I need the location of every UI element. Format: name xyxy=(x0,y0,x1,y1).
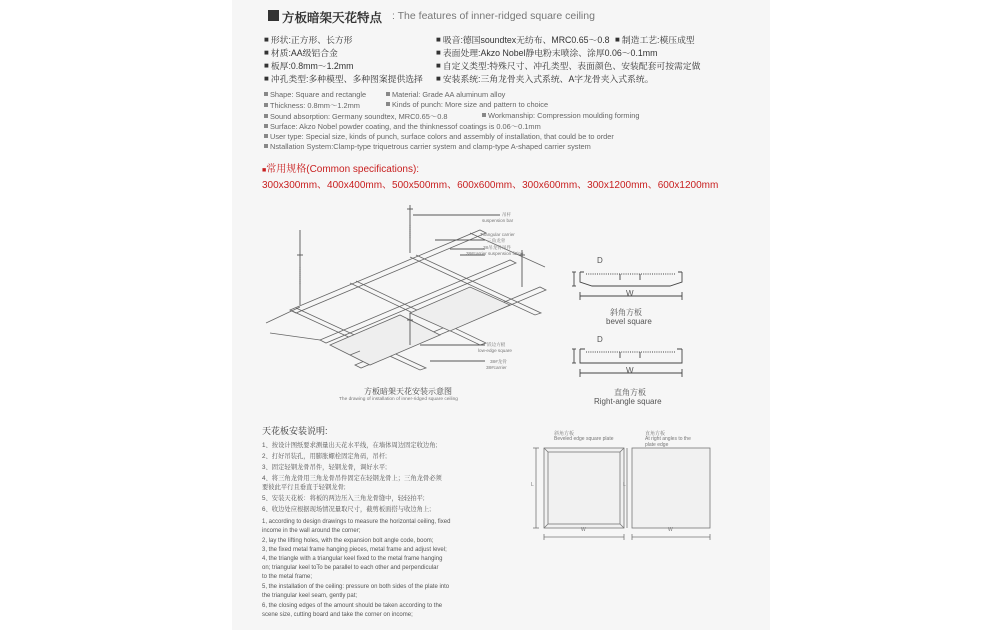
install-en-step: the triangular keel seam, gently pat; xyxy=(262,593,358,599)
feature-en-sound: Sound absorption: Germany soundtex, MRC0.65～0.8 xyxy=(264,111,447,122)
plate-right-caption-en: At right angles to the xyxy=(645,436,691,442)
label-fit-en: 38#carrier suspension fitting xyxy=(466,251,524,256)
install-en-step: income in the wall around the corner; xyxy=(262,528,361,534)
feature-cn-custom: ■ 自定义类型:特殊尺寸、冲孔类型、表面颜色、安装配套可按需定做 xyxy=(436,59,700,72)
right-caption-cn: 直角方板 xyxy=(614,388,646,397)
install-en-step: 3, the fixed metal frame hanging pieces, metal frame and adjust level; xyxy=(262,547,447,553)
install-en-step: on; triangular keel toTo be parallel to each other and perpendicular xyxy=(262,565,439,571)
label-edge-cn: 嵌边方板 xyxy=(487,342,506,347)
feature-cn-shape: ■ 形状:正方形、长方形 xyxy=(264,33,352,46)
feature-en-material: Material: Grade AA aluminum alloy xyxy=(386,90,505,99)
label-fit-cn: 38吊龙骨吊件 xyxy=(483,245,512,250)
install-cn-step: 要彼此平行且垂直于轻钢龙骨; xyxy=(262,484,346,491)
feature-cn-surface: ■ 表面处理:Akzo Nobel静电粉末喷涂、涂厚0.06～0.1mm xyxy=(436,46,657,59)
feature-en-surface: Surface: Akzo Nobel powder coating, and the thinknessof coatings is 0.06～0.1mm xyxy=(264,121,541,132)
label-edge-en: low-edge square xyxy=(478,348,512,353)
plate-left-caption-en: Beveled edge square plate xyxy=(554,436,614,442)
heading-title-en: : The features of inner-ridged square ceiling xyxy=(392,10,595,22)
label-rod-cn: 吊杆 xyxy=(502,212,512,217)
bevel-d-label: D xyxy=(597,256,603,265)
label-c38-en: 38#carrier xyxy=(486,365,507,370)
bevel-caption-en: bevel square xyxy=(606,317,652,326)
install-en-step: 2, lay the lifting holes, with the expansion bolt angle code, boom; xyxy=(262,538,434,544)
install-en-step: 5, the installation of the ceiling: pressure on both sides of the plate into xyxy=(262,584,450,590)
label-rod-en: suspension bar xyxy=(482,218,514,223)
feature-cn-sound: ■ 吸音:德国soundtex无纺布、MRC0.65～0.8 xyxy=(436,33,610,46)
specs-sizes: 300x300mm、400x400mm、500x500mm、600x600mm、300x600mm、300x1200mm、600x1200mm xyxy=(262,180,719,191)
heading-title-cn: 方板暗架天花特点 xyxy=(282,11,383,25)
install-en-step: 4, the triangle with a triangular keel fixed to the metal frame hanging xyxy=(262,556,443,562)
install-en-step: 1, according to design drawings to measure the horizontal ceiling, fixed xyxy=(262,519,451,525)
feature-en-workmanship: Workmanship: Compression moulding forming xyxy=(482,111,639,120)
install-en-step: to the metal frame; xyxy=(262,574,313,580)
feature-cn-thickness: ■ 板厚:0.8mm～1.2mm xyxy=(264,59,353,72)
plate-left-caption-cn: 斜角方板 xyxy=(554,431,575,437)
feature-cn-install: ■ 安装系统:三角龙骨夹入式系统、A字龙骨夹入式系统。 xyxy=(436,72,654,85)
install-cn-step: 3、固定轻钢龙骨吊件，轻钢龙骨，调好水平; xyxy=(262,464,387,471)
feature-en-thickness: Thickness: 0.8mm～1.2mm xyxy=(264,100,360,111)
label-tri-en: Triangular carrier xyxy=(480,232,515,237)
bevel-caption-cn: 斜角方板 xyxy=(610,308,642,317)
install-cn-step: 6、收边处应根据现场情况量取尺寸，截剪板面搭与收边角上; xyxy=(262,506,431,513)
feature-en-punch: Kinds of punch: More size and pattern to choice xyxy=(386,100,548,109)
feature-en-shape: Shape: Square and rectangle xyxy=(264,90,366,99)
plate-right-caption-en2: plate edge xyxy=(645,442,669,448)
right-w-label: W xyxy=(626,366,634,375)
specs-title: ■常用规格(Common specifications): xyxy=(262,164,420,175)
diagram-caption-en: The drawing of installation of inner-ridged square ceiling xyxy=(339,397,458,402)
install-cn-step: 1、按设计图纸要求测量出天花水平线，在墙体周边固定收边角; xyxy=(262,442,438,449)
ceiling-grid-drawing xyxy=(260,195,560,385)
feature-cn-material: ■ 材质:AA级铝合金 xyxy=(264,46,338,59)
plate-right-w-label: W xyxy=(668,527,673,533)
plate-drawings xyxy=(530,440,710,550)
install-cn-step: 2、打好吊装孔，用膨胀螺栓固定角码，吊杆; xyxy=(262,453,387,460)
feature-en-usertype: User type: Special size, kinds of punch, surface colors and assembly of installation, that could be to order xyxy=(264,132,614,141)
bevel-profile-drawing xyxy=(570,258,700,308)
install-cn-step: 5、安装天花板：将板的两边压入三角龙骨缝中，轻轻拍平; xyxy=(262,495,425,502)
feature-cn-punch: ■ 冲孔类型:多种模型、多种图案提供选择 xyxy=(264,72,423,85)
install-en-step: scene size, cutting board and take the corner on income; xyxy=(262,612,413,618)
label-tri-cn: 三角龙骨 xyxy=(487,238,506,243)
install-en-step: 6, the closing edges of the amount should be taken according to the xyxy=(262,603,443,609)
label-c38-cn: 38#龙骨 xyxy=(490,359,507,364)
feature-cn-workmanship: ■ 制造工艺:模压成型 xyxy=(615,33,695,46)
heading-square-icon xyxy=(268,10,279,21)
diagram-caption-cn: 方板暗架天花安装示意图 xyxy=(364,387,452,396)
right-d-label: D xyxy=(597,335,603,344)
install-title: 天花板安装说明: xyxy=(262,426,328,436)
plate-left-l-label: L xyxy=(531,482,534,488)
right-caption-en: Right-angle square xyxy=(594,397,662,406)
right-angle-profile-drawing xyxy=(570,337,700,387)
feature-en-installation: Nstallation System:Clamp-type triquetrous carrier system and clamp-type A-shaped carrier system xyxy=(264,142,591,151)
plate-right-caption-cn: 直角方板 xyxy=(645,431,666,437)
plate-left-w-label: W xyxy=(581,527,586,533)
install-cn-step: 4、将三角龙骨用三角龙骨吊件固定在轻钢龙骨上；三角龙骨必须 xyxy=(262,475,442,482)
bevel-w-label: W xyxy=(626,289,634,298)
plate-right-l-label: L xyxy=(623,482,626,488)
